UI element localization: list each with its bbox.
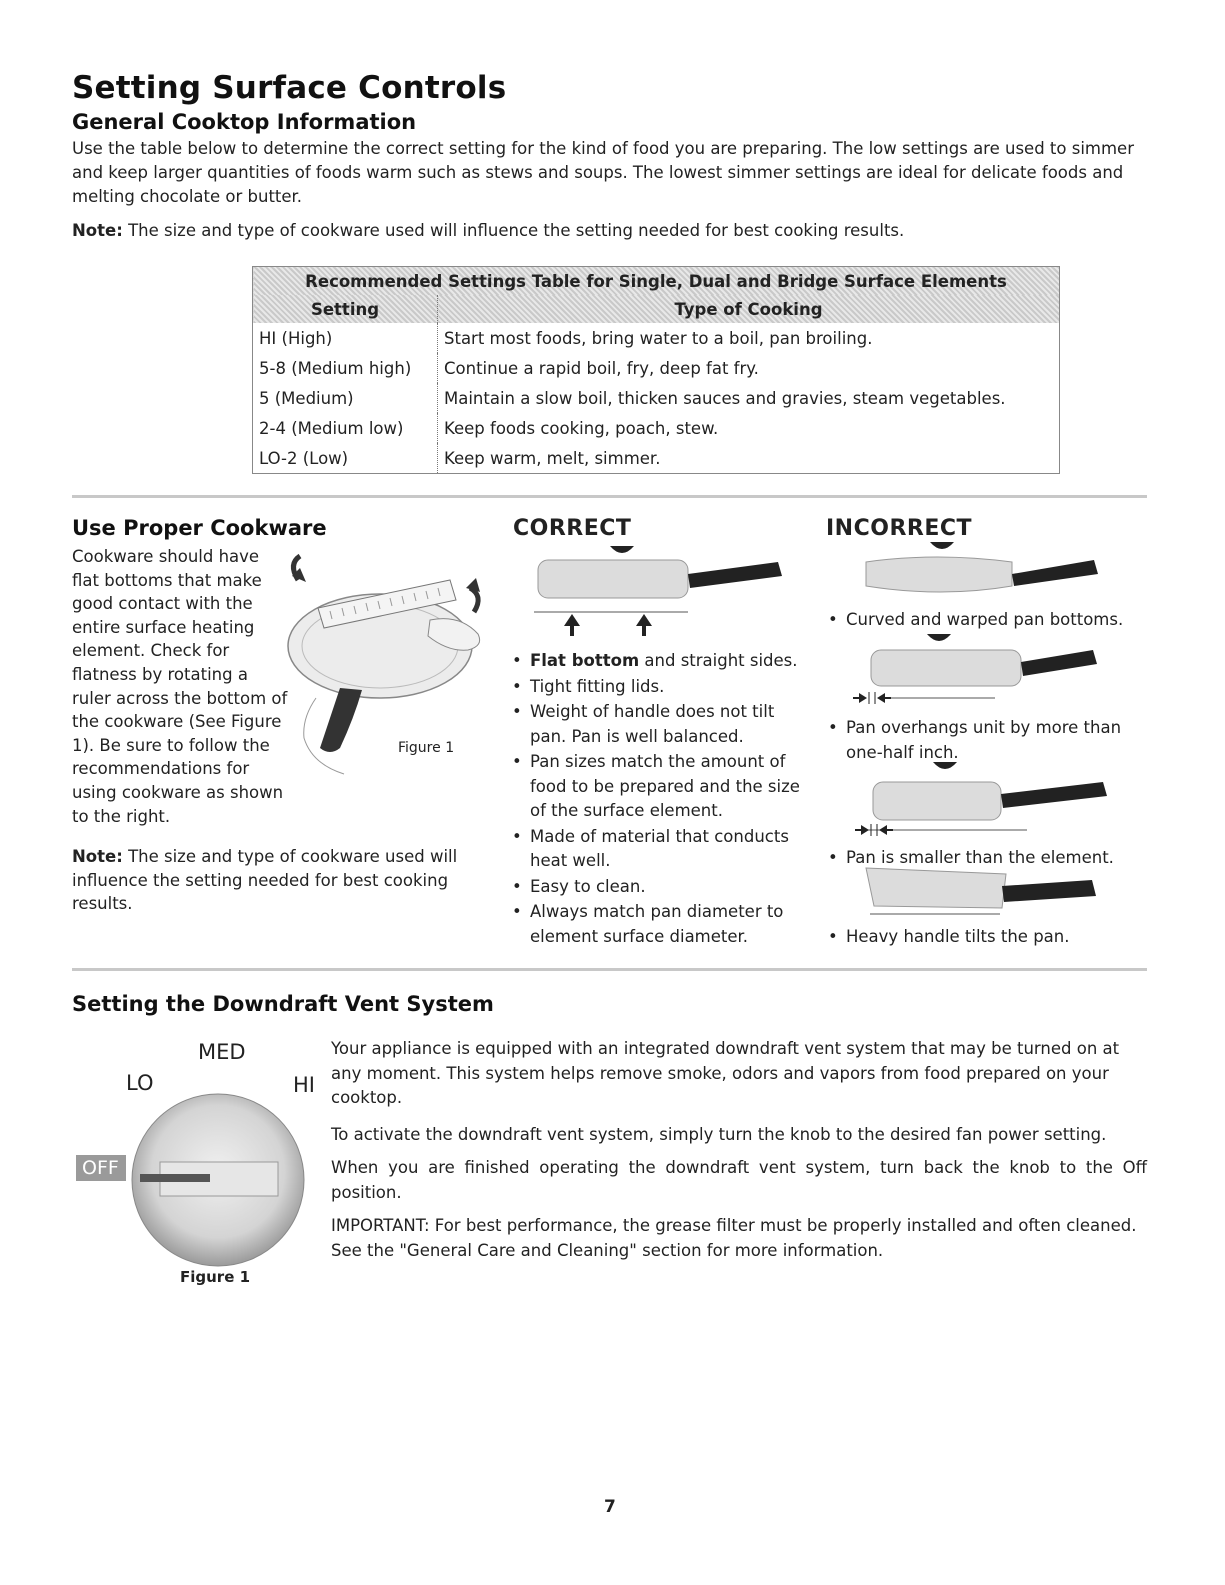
knob-label-lo: LO [126, 1071, 154, 1095]
divider [72, 968, 1147, 971]
table-title: Recommended Settings Table for Single, Dual and Bridge Surface Elements [253, 267, 1060, 296]
heating-element-marker-icon [927, 634, 951, 641]
cookware-line: entire surface heating [72, 617, 255, 637]
general-heading: General Cooktop Information [72, 110, 417, 134]
type-cell: Maintain a slow boil, thicken sauces and gravies, steam vegetables. [444, 388, 1006, 408]
knob-label-hi: HI [293, 1073, 315, 1097]
off-label: OFF [82, 1157, 119, 1179]
general-note [72, 219, 1147, 243]
setting-cell: HI (High) [253, 323, 438, 353]
cookware-note-line: results. [72, 894, 133, 913]
list-item: • Curved and warped pan bottoms. [826, 608, 1146, 633]
note-label: Note: [72, 221, 123, 240]
pan-handle-icon [1012, 560, 1098, 586]
setting-cell: LO-2 (Low) [253, 443, 438, 474]
table-row [253, 323, 1060, 353]
pan-body-icon [873, 782, 1001, 820]
pan-handle-icon [1021, 650, 1097, 676]
table-row [253, 413, 1060, 443]
cookware-line: good contact with the [72, 594, 253, 614]
cookware-note [72, 845, 492, 916]
cookware-line: to the right. [72, 806, 171, 826]
pan-handle-icon [1001, 782, 1107, 808]
type-cell: Keep foods cooking, poach, stew. [444, 418, 719, 438]
list-item: • Made of material that conducts heat well. [510, 825, 800, 874]
cookware-text [72, 545, 302, 828]
list-item: • Flat bottom and straight sides. [510, 649, 800, 674]
list-item: • Easy to clean. [510, 875, 800, 900]
pan-handle-icon [1002, 880, 1096, 902]
pan-handle-icon [688, 562, 782, 588]
off-indicator [76, 1155, 126, 1181]
correct-pan-illustration [530, 540, 792, 640]
ruler-check-illustration [270, 548, 500, 788]
list-item: • Heavy handle tilts the pan. [826, 925, 1146, 950]
cookware-line: flat bottoms that make [72, 570, 262, 590]
page-number: 7 [604, 1497, 616, 1517]
setting-cell: 5-8 (Medium high) [253, 353, 438, 383]
knob-label-med: MED [198, 1040, 246, 1064]
heating-element-marker-icon [930, 542, 954, 549]
note-text: The size and type of cookware used will [122, 847, 458, 866]
cookware-line: Cookware should have [72, 547, 260, 566]
note-label: Note: [72, 847, 123, 866]
rotate-arrow-right-icon [466, 578, 480, 612]
up-arrow-icon [636, 614, 652, 636]
pan-body-icon [538, 560, 688, 598]
up-arrow-icon [564, 614, 580, 636]
incorrect-bullet-4 [826, 925, 1146, 951]
vent-paragraph-2: To activate the downdraft vent system, simply turn the knob to the desired fan power setting. [331, 1125, 1107, 1144]
cookware-line: flatness by rotating a [72, 664, 248, 684]
vent-paragraph-4: IMPORTANT: For best performance, the grease filter must be properly installed and often cleaned. See the "General Care and Cleaning" section for more information. [331, 1216, 1137, 1260]
incorrect-bullet-2 [826, 716, 1146, 766]
curved-pan-illustration [860, 540, 1110, 610]
vent-heading: Setting the Downdraft Vent System [72, 992, 494, 1016]
cookware-line: 1). Be sure to follow the [72, 735, 270, 755]
incorrect-bullet-1 [826, 608, 1146, 634]
list-item: • Pan sizes match the amount of food to be prepared and the size of the surface element. [510, 750, 800, 824]
tilted-pan-illustration [860, 866, 1110, 921]
vent-paragraph-3: When you are finished operating the downdraft vent system, turn back the knob to the Off position. [331, 1158, 1147, 1202]
list-item: • Pan is smaller than the element. [826, 846, 1146, 871]
cookware-figure-caption: Figure 1 [398, 740, 455, 756]
col-header-type: Type of Cooking [438, 295, 1060, 323]
incorrect-label: INCORRECT [826, 516, 973, 541]
type-cell: Start most foods, bring water to a boil, pan broiling. [444, 328, 873, 348]
knob-pointer-icon [140, 1174, 210, 1182]
table-row [253, 383, 1060, 413]
col-header-setting: Setting [253, 295, 438, 323]
table-row [253, 353, 1060, 383]
setting-cell: 5 (Medium) [253, 383, 438, 413]
note-text: The size and type of cookware used will influence the setting needed for best cooking results. [122, 221, 905, 240]
small-pan-illustration [855, 760, 1115, 840]
list-item: • Tight fitting lids. [510, 675, 800, 700]
correct-bullet-list [510, 649, 800, 950]
cookware-line: element. Check for [72, 641, 230, 661]
cookware-note-line: influence the setting needed for best cooking [72, 870, 449, 890]
vent-knob-illustration [120, 1092, 320, 1272]
list-item: • Weight of handle does not tilt pan. Pan is well balanced. [510, 700, 800, 749]
heating-element-marker-icon [610, 546, 634, 553]
settings-table [252, 266, 1060, 474]
list-item: • Pan overhangs unit by more than one-half inch. [826, 716, 1146, 765]
setting-cell: 2-4 (Medium low) [253, 413, 438, 443]
vent-paragraph-1: Your appliance is equipped with an integrated downdraft vent system that may be turned on at any moment. This system helps remove smoke, odors and vapors from food prepared on your cooktop. [331, 1039, 1120, 1107]
correct-label: CORRECT [513, 516, 632, 541]
cookware-line: recommendations for [72, 759, 250, 779]
cookware-heading: Use Proper Cookware [72, 516, 327, 540]
page-title: Setting Surface Controls [72, 70, 507, 106]
overhang-pan-illustration [845, 632, 1100, 707]
type-cell: Keep warm, melt, simmer. [444, 448, 661, 468]
vent-figure-caption: Figure 1 [180, 1268, 251, 1286]
pan-body-icon [871, 650, 1021, 686]
cookware-line: ruler across the bottom of [72, 688, 288, 708]
cookware-note-line [72, 845, 492, 869]
heating-element-marker-icon [933, 762, 957, 769]
table-row [253, 443, 1060, 474]
pan-body-icon [866, 557, 1012, 592]
divider [72, 495, 1147, 498]
rotate-arrow-left-icon [292, 556, 306, 582]
overhang-arrows-icon [853, 692, 891, 704]
cookware-line: using cookware as shown [72, 782, 284, 802]
pan-body-icon [866, 868, 1006, 908]
cookware-line: the cookware (See Figure [72, 712, 282, 732]
type-cell: Continue a rapid boil, fry, deep fat fry. [444, 358, 759, 378]
list-item: • Always match pan diameter to element surface diameter. [510, 900, 800, 949]
general-paragraph: Use the table below to determine the correct setting for the kind of food you are preparing. The low settings are used to simmer and keep larger quantities of foods warm such as stews and soups. The lowest simmer settings are ideal for delicate foods and melting chocolate or butter. [72, 139, 1134, 206]
